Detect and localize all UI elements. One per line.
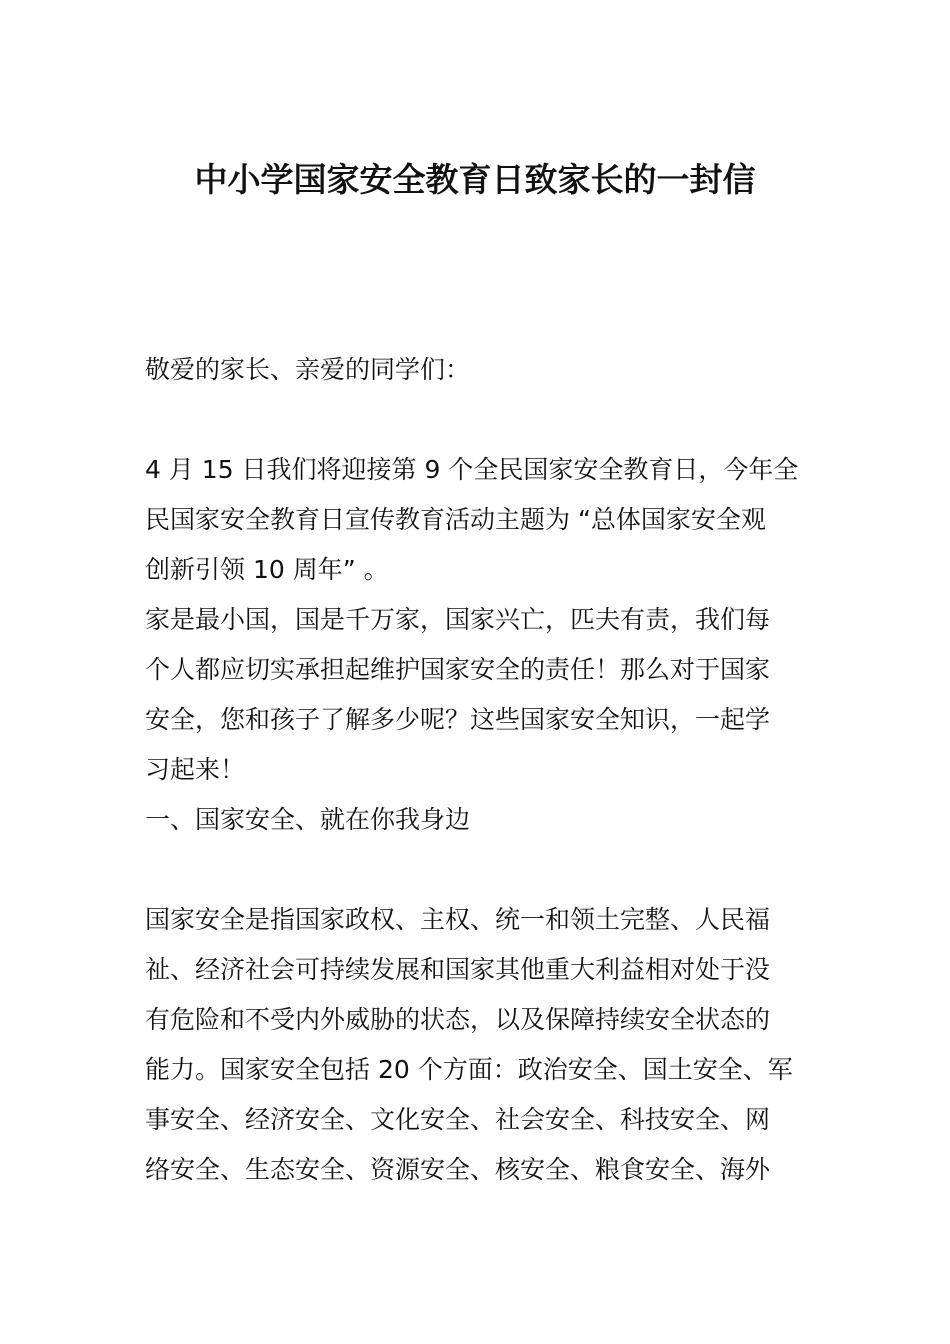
paragraph-line: 民国家安全教育日宣传教育活动主题为 “总体国家安全观 [145,505,766,534]
salutation-text: 敬爱的家长、亲爱的同学们： [145,355,471,384]
paragraph-line: 创新引领 10 周年” 。 [145,555,389,584]
paragraph-line: 能力。国家安全包括 20 个方面：政治安全、国土安全、军 [145,1055,793,1084]
section-heading [145,795,810,845]
paragraph-3 [145,895,810,1195]
paragraph-line: 祉、经济社会可持续发展和国家其他重大利益相对处于没 [145,955,771,984]
paragraph-line: 国家安全是指国家政权、主权、统一和领土完整、人民福 [145,905,771,934]
paragraph-line: 习起来！ [145,755,246,784]
document-title: 中小学国家安全教育日致家长的一封信 [194,160,756,199]
paragraph-2 [145,595,810,795]
paragraph-line: 事安全、经济安全、文化安全、社会安全、科技安全、网 [145,1105,771,1134]
paragraph-1 [145,445,810,595]
paragraph-line: 家是最小国，国是千万家，国家兴亡，匹夫有责，我们每 [145,605,771,634]
section-heading-text: 一、国家安全、就在你我身边 [145,805,471,834]
paragraph-line: 4 月 15 日我们将迎接第 9 个全民国家安全教育日，今年全 [145,455,799,484]
paragraph-line: 个人都应切实承担起维护国家安全的责任！那么对于国家 [145,655,771,684]
paragraph-line: 安全，您和孩子了解多少呢？这些国家安全知识，一起学 [145,705,771,734]
paragraph-line: 有危险和不受内外威胁的状态，以及保障持续安全状态的 [145,1005,771,1034]
paragraph-line: 络安全、生态安全、资源安全、核安全、粮食安全、海外 [145,1155,771,1184]
salutation [145,345,810,395]
